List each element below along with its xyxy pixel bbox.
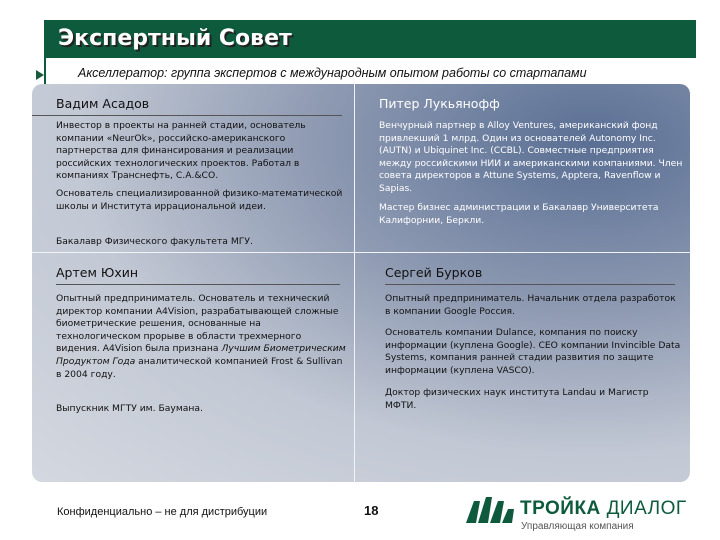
brand-name [520,498,687,520]
expert-card-yukhin [32,253,354,482]
expert-card-lukyanoff [355,84,690,252]
expert-name: Артем Юхин [56,265,139,280]
expert-bio-1 [56,293,346,381]
expert-bio-2: Мастер бизнес администрации и Бакалавр Университета Калифорнии, Беркли. [379,202,659,226]
bullet-arrow-icon [36,70,44,80]
bio-text-end: аналитической компанией Frost & Sullivan в 2004 году. [56,355,343,380]
name-underline [56,284,340,285]
expert-bio-3: Бакалавр Физического факультета МГУ. [56,236,253,247]
troika-logo-icon [466,495,514,523]
expert-bio-1: Венчурный партнер в Alloy Ventures, американский фонд привлекший 1 млрд. Один из основателей Autonomy Inc. (AUTN) и Ubiquinet Inc. (CCBL). Совместные предприятия между российскими НИИ и американскими компаниями. Член совета директоров в Attune Systems, Apptera, Ravenflow и Sapias. [379,120,683,194]
subtitle: Акселлератор: группа экспертов с международным опытом работы со стартапами [78,66,587,80]
confidential-notice: Конфиденциально – не для дистрибуции [57,506,268,518]
page-title: Экспертный Совет [58,26,292,51]
brand-tagline: Управляющая компания [521,521,634,532]
expert-bio-1: Инвестор в проекты на ранней стадии, основатель компании «NeurOk», российско-американского партнерства для финансирования и реализации российских технологических проектов. Работал в компаниях Транснефть, С.А.&СО. [56,120,306,182]
name-underline [385,284,675,285]
expert-bio-1: Опытный предприниматель. Начальник отдела разработок в компании Google Россия. [385,293,676,317]
name-underline [32,115,342,116]
brand-name-thin: ДИАЛОГ [606,498,687,519]
expert-card-burkov [355,253,690,482]
brand-name-bold: ТРОЙКА [520,498,601,519]
page-number: 18 [364,503,379,518]
expert-bio-2: Выпускник МГТУ им. Баумана. [56,403,203,414]
bio-award-emphasis: Лучшим Биометрическим Продуктом Года [56,343,346,367]
expert-name: Питер Лукьянофф [379,96,500,111]
experts-panel [32,84,690,482]
expert-bio-3: Доктор физических наук института Landau и Магистр МФТИ. [385,387,649,411]
subtitle-row [36,64,716,84]
bio-text-start: Опытный предприниматель. Основатель и технический директор компании A4Vision, разрабатывающей сложные биометрические решения, основанные на технологическом прорыве в области трехмерного видения. A4Vision была признана [56,293,339,355]
expert-name: Вадим Асадов [56,96,150,111]
expert-name: Сергей Бурков [385,265,483,280]
expert-bio-2: Основатель специализированной физико-математической школы и Института иррациональной идеи. [56,188,343,212]
expert-card-asadov [32,84,354,252]
expert-bio-2: Основатель компании Dulance, компания по поиску информации (куплена Google). CEO компании Invincible Data Systems, компания ранней стадии развития по защите информации (куплена VASCO). [385,327,681,376]
